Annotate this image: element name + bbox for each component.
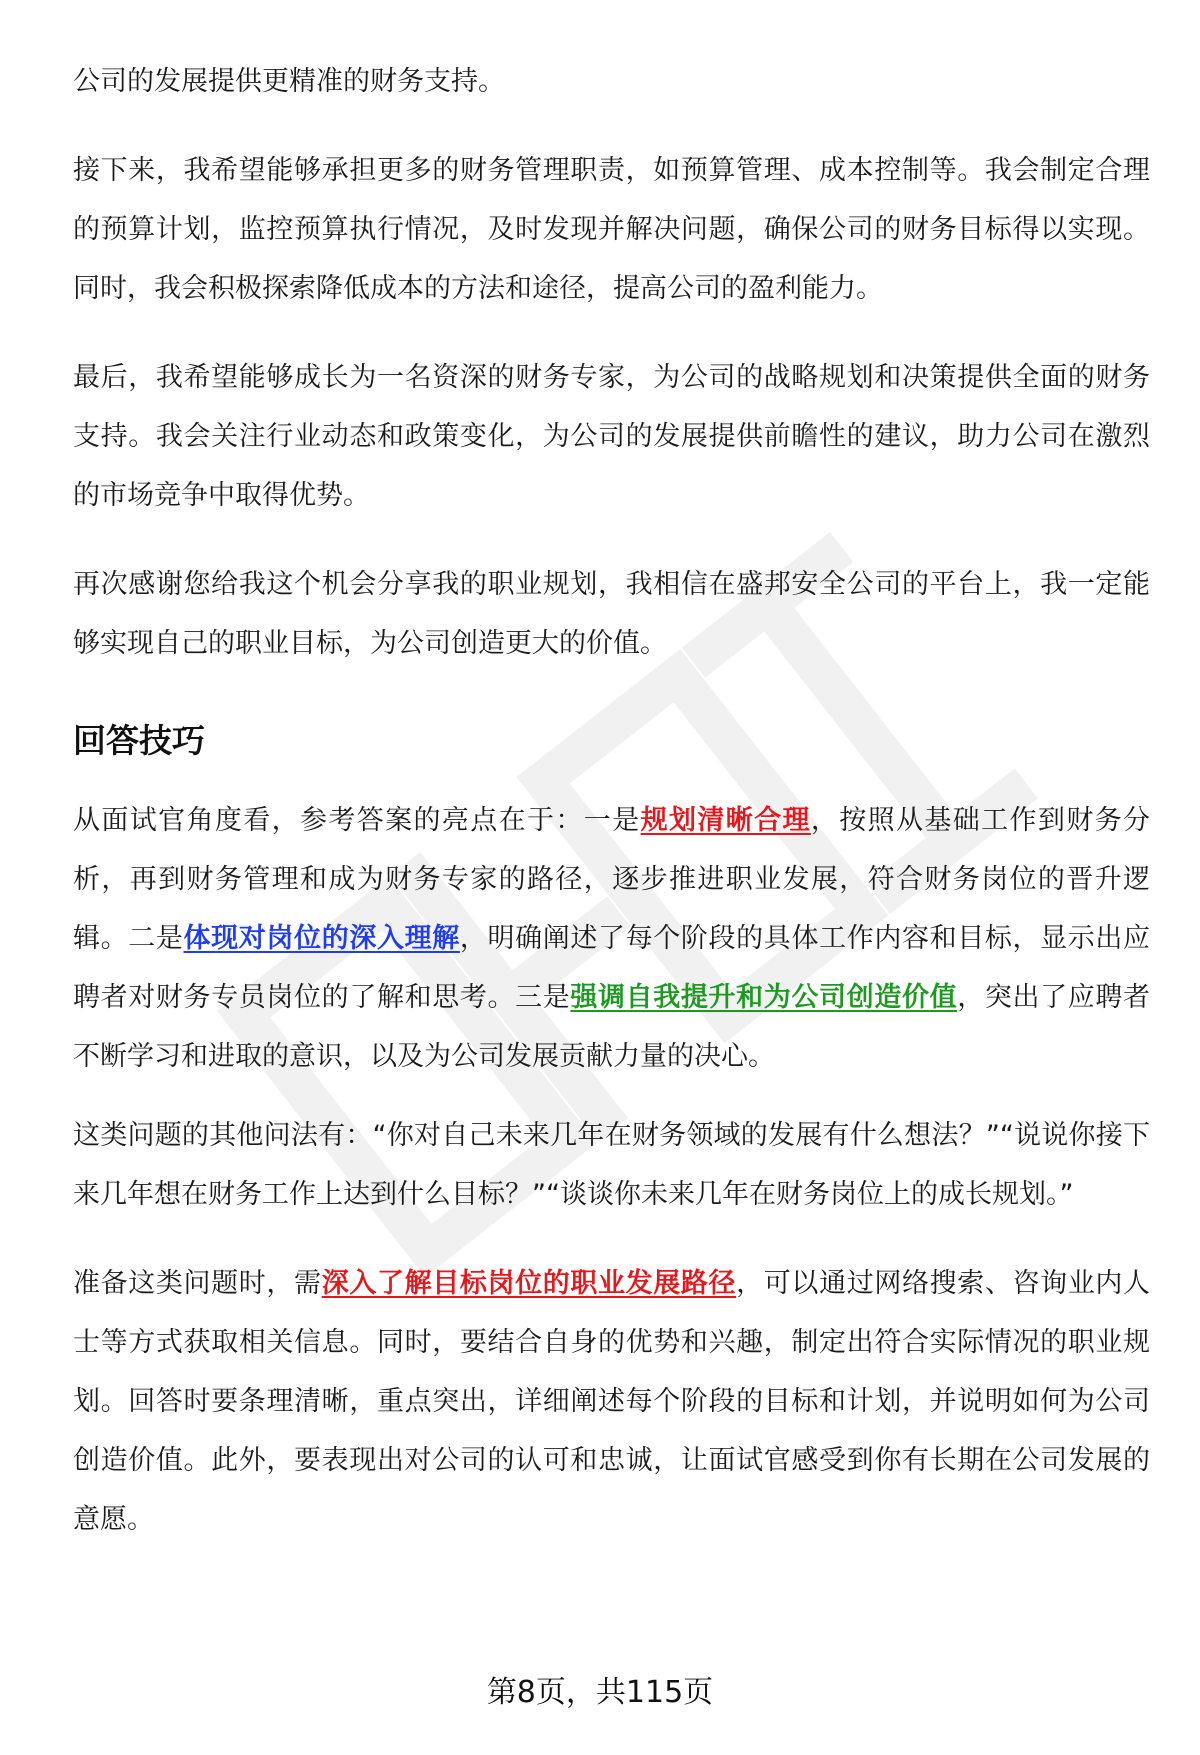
- tip-1-text-d: ，突出了应聘者不断学习和进取的意识，以及为公司发展贡献力量的决心。: [73, 982, 1151, 1072]
- highlight-self-improvement: 强调自我提升和为公司创造价值: [570, 982, 958, 1013]
- section-heading: 回答技巧: [73, 721, 205, 760]
- tip-1-text-b: ，按照从基础工作到财务分析，再到财务管理和成为财务专家的路径，逐步推进职业发展，符合财务岗位的晋升逻辑。二是: [73, 805, 1151, 954]
- document-body: [73, 52, 1150, 1549]
- tip-3-text-b: ，可以通过网络搜索、咨询业内人士等方式获取相关信息。同时，要结合自身的优势和兴趣，制定出符合实际情况的职业规划。回答时要条理清晰，重点突出，详细阐述每个阶段的目标和计划，并说明如何为公司创造价值。此外，要表现出对公司的认可和忠诚，让面试官感受到你有长期在公司发展的意愿。: [73, 1268, 1151, 1535]
- paragraph-4: 再次感谢您给我这个机会分享我的职业规划，我相信在盛邦安全公司的平台上，我一定能够实现自己的职业目标，为公司创造更大的价值。: [73, 569, 1150, 659]
- paragraph-1: 公司的发展提供更精准的财务支持。: [73, 66, 505, 97]
- paragraph-3: 最后，我希望能够成长为一名资深的财务专家，为公司的战略规划和决策提供全面的财务支持。我会关注行业动态和政策变化，为公司的发展提供前瞻性的建议，助力公司在激烈的市场竞争中取得优势。: [73, 362, 1150, 511]
- highlight-career-path: 深入了解目标岗位的职业发展路径: [321, 1268, 737, 1299]
- highlight-plan-clear: 规划清晰合理: [640, 805, 811, 836]
- tip-paragraph-1: [73, 791, 1150, 1086]
- tip-paragraph-2: 这类问题的其他问法有：“你对自己未来几年在财务领域的发展有什么想法？”“说说你接下来几年想在财务工作上达到什么目标？”“谈谈你未来几年在财务岗位上的成长规划。”: [73, 1120, 1150, 1210]
- tip-1-text-a: 从面试官角度看，参考答案的亮点在于：一是: [73, 805, 641, 836]
- tip-3-text-a: 准备这类问题时，需: [73, 1268, 322, 1299]
- paragraph-2: 接下来，我希望能够承担更多的财务管理职责，如预算管理、成本控制等。我会制定合理的预算计划，监控预算执行情况，及时发现并解决问题，确保公司的财务目标得以实现。同时，我会积极探索降低成本的方法和途径，提高公司的盈利能力。: [73, 155, 1150, 304]
- tip-1-text-c: ，明确阐述了每个阶段的具体工作内容和目标，显示出应聘者对财务专员岗位的了解和思考。三是: [73, 923, 1151, 1013]
- page-number: 第8页，共115页: [486, 1675, 714, 1710]
- highlight-understanding: 体现对岗位的深入理解: [183, 923, 460, 954]
- tip-paragraph-3: [73, 1254, 1150, 1549]
